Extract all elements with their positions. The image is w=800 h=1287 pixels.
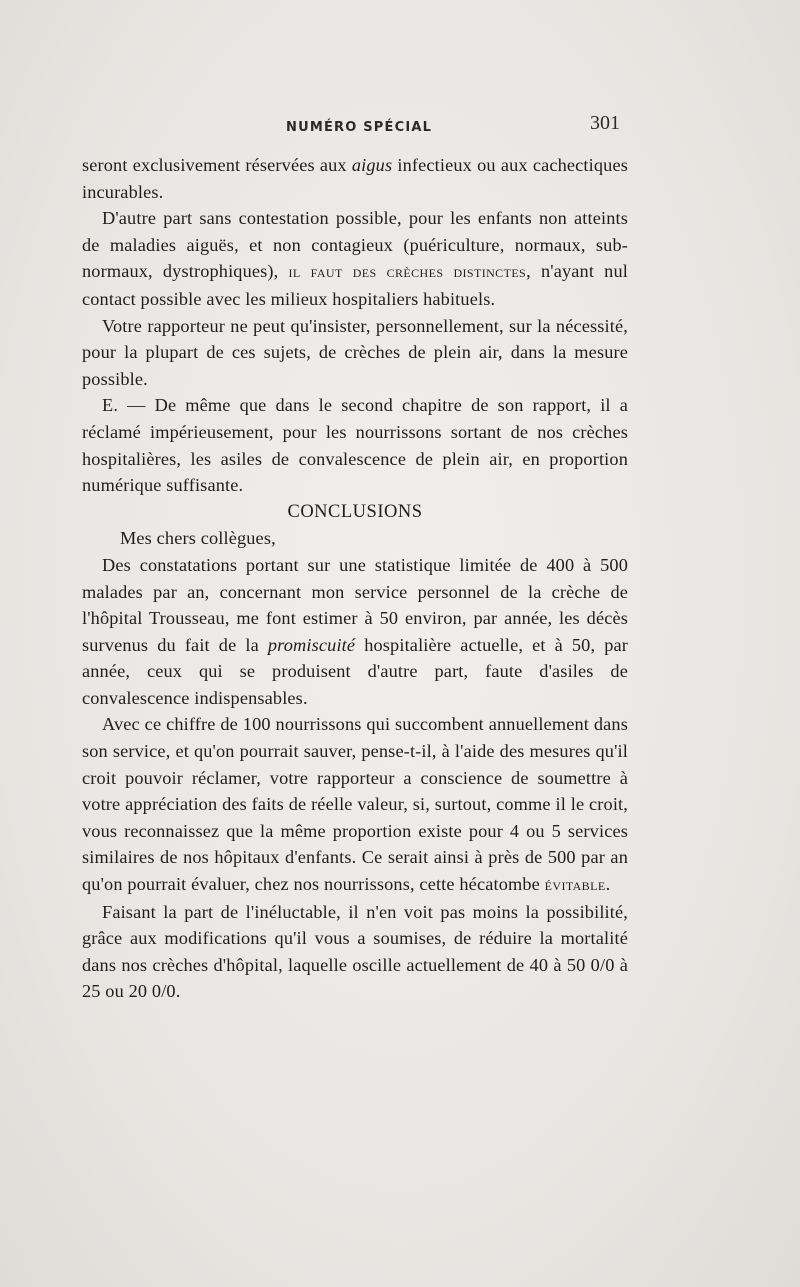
paragraph-plein-air: Votre rapporteur ne peut qu'insister, personnellement, sur la nécessité, pour la plupart de ces sujets, de crèches de plein air, dans la mesure possible. xyxy=(82,315,628,389)
emphasis-aigus: aigus xyxy=(351,155,393,175)
page-number: 301 xyxy=(590,112,620,134)
small-caps-creches: il faut des crèches distinctes xyxy=(288,262,527,282)
body-text xyxy=(82,152,628,1005)
paragraph-e: E. — De même que dans le second chapitre de son rapport, il a réclamé impérieusement, pour les nourrissons sortant de nos crèches hospitalières, les asiles de convalescence de plein air, en proportion numérique suffisante. xyxy=(82,395,628,496)
paragraph-ineluctable: Faisant la part de l'inéluctable, il n'en voit pas moins la possibilité, grâce aux modifications qu'il vous a soumises, de réduire la mortalité dans nos crèches d'hôpital, laquelle oscille actuellement de 40 à 50 0/0 à 25 ou 20 0/0. xyxy=(82,901,628,1002)
small-caps-evitable: évitable xyxy=(544,875,606,895)
emphasis-promiscuite: promiscuité xyxy=(267,634,356,655)
paragraph-continuation: seront exclusivement réservées aux aigus infectieux ou aux cachectiques incurables. xyxy=(82,155,628,202)
running-title: NUMÉRO SPÉCIAL xyxy=(286,120,433,135)
paragraph-chiffre: Avec ce chiffre de 100 nourrissons qui succombent annuellement dans son service, et qu'on pourrait sauver, pense-t-il, à l'aide des mesures qu'il croit pouvoir réclamer, votre rapporteur a conscience de soumettre à votre appréciation des faits de réelle valeur, si, surtout, comme il le croit, vous reconnaissez que la même proportion existe pour 4 ou 5 services similaires de nos hôpitaux d'enfants. Ce serait ainsi à près de 500 par an qu'on pourrait évaluer, chez nos nourrissons, cette hécatombe évitable. xyxy=(82,714,628,895)
salutation: Mes chers collègues, xyxy=(120,528,276,549)
page-header xyxy=(0,112,800,142)
section-heading-conclusions: CONCLUSIONS xyxy=(287,501,423,522)
paragraph-creches-distinctes: D'autre part sans contestation possible, pour les enfants non atteints de maladies aiguës, et non contagieux (puériculture, normaux, sub-normaux, dystrophiques), il faut des crèches distinctes, n'ayant nul contact possible avec les milieux hospitaliers habituels. xyxy=(82,208,628,309)
paragraph-constatations: Des constatations portant sur une statistique limitée de 400 à 500 malades par an, concernant mon service personnel de la crèche de l'hôpital Trousseau, me font estimer à 50 environ, par année, les décès survenus du fait de la promiscuité hospitalière actuelle, et à 50, par année, ceux qui se produisent d'autre part, faute d'asiles de convalescence indispensables. xyxy=(82,554,628,708)
